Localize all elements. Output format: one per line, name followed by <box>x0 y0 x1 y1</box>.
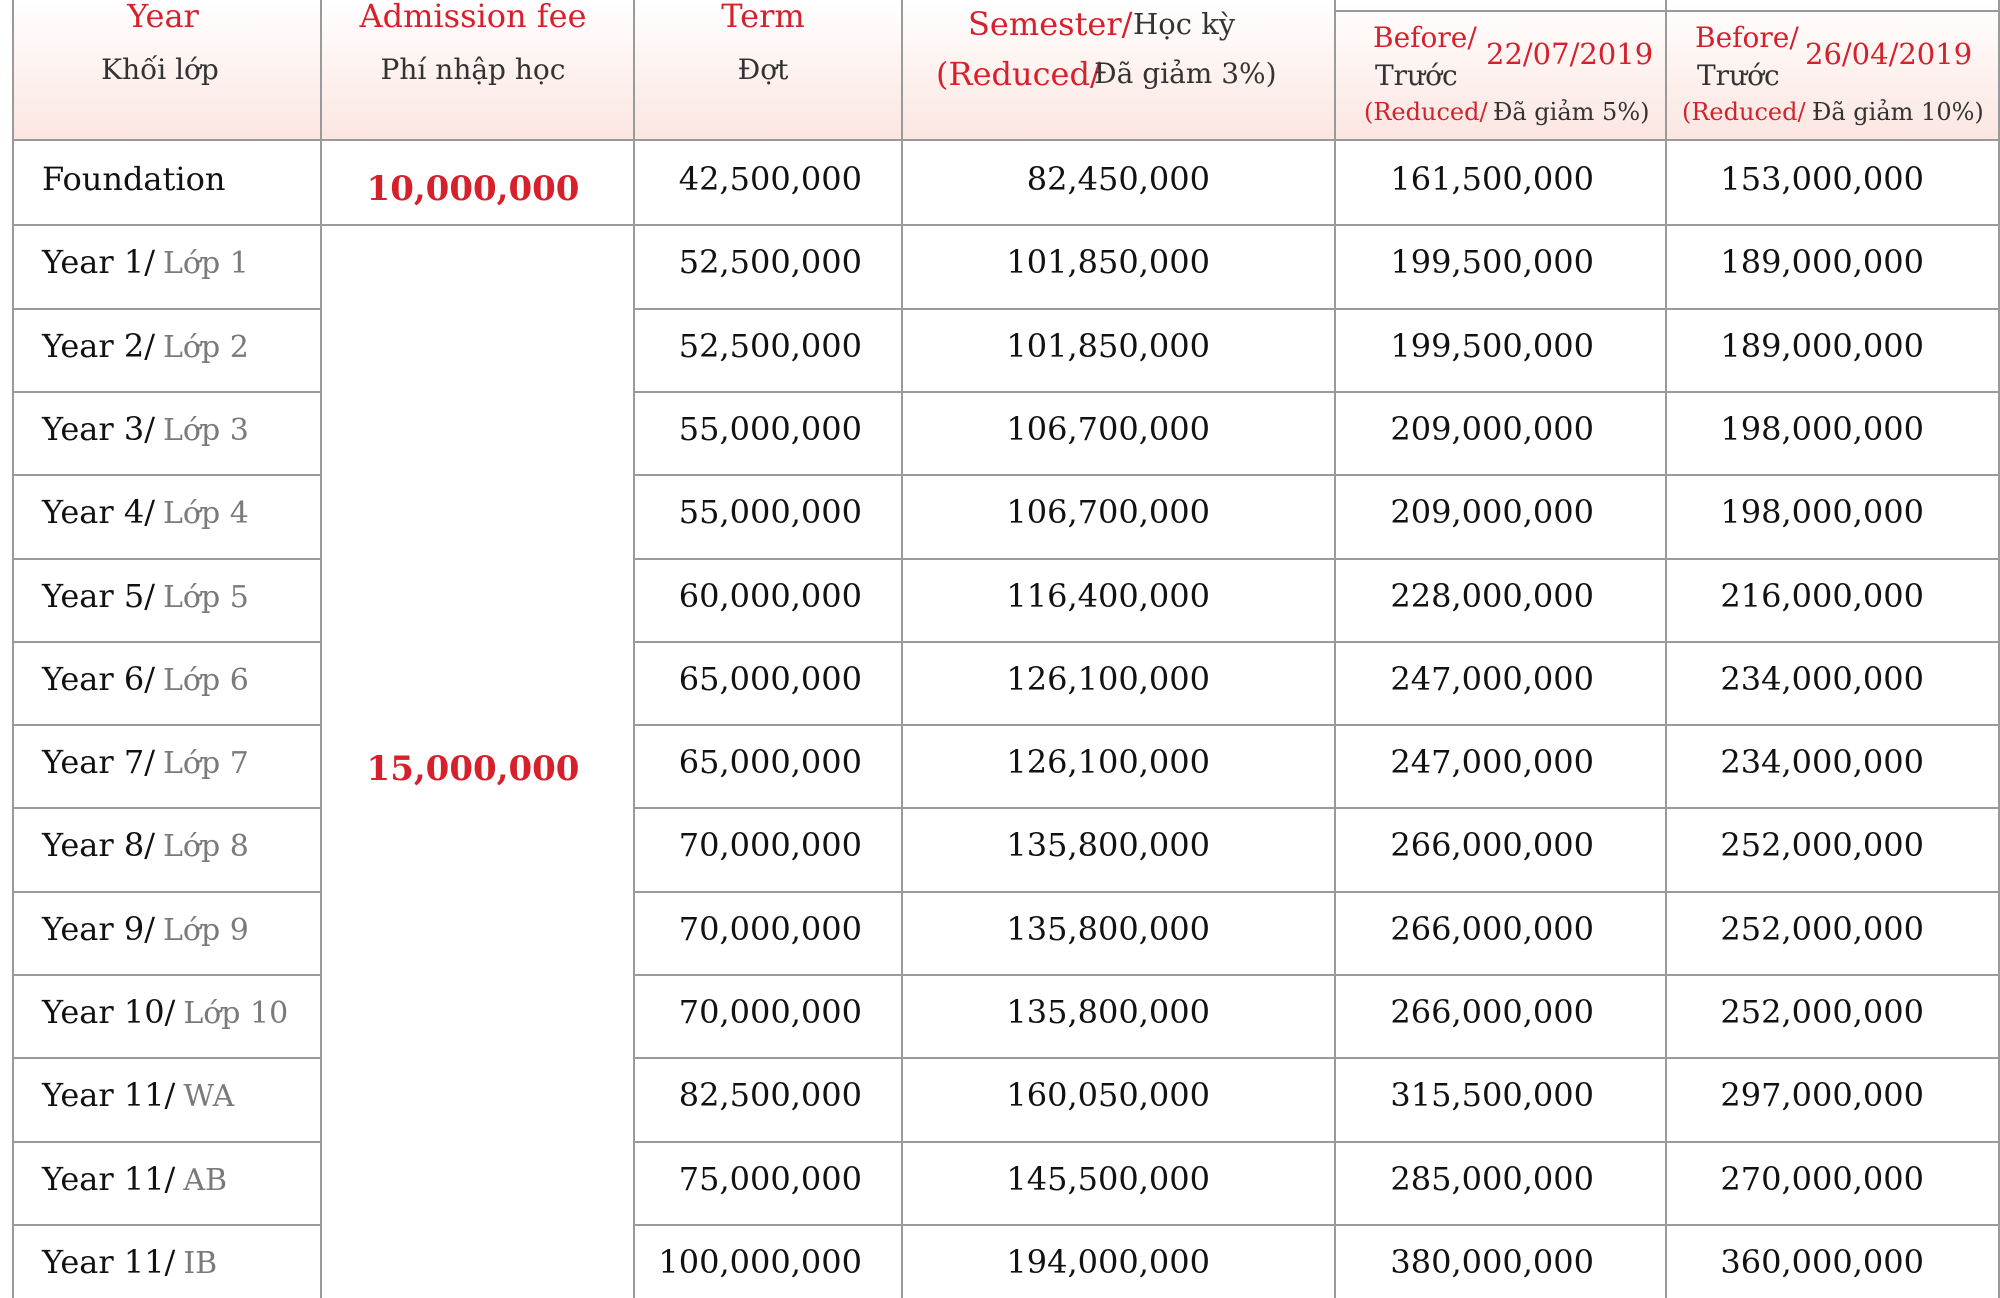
before-22-07-2019-fee: 161,500,000 <box>1390 160 1594 198</box>
semester-fee: 135,800,000 <box>1006 910 1210 948</box>
row-label-vn: Lớp 10 <box>183 996 289 1031</box>
term-fee: 42,500,000 <box>678 160 862 198</box>
before-22-07-2019-fee: 209,000,000 <box>1390 410 1594 448</box>
row-label-en: Foundation <box>42 160 226 198</box>
column-divider <box>1665 0 1667 1298</box>
before-26-04-2019-fee: 189,000,000 <box>1720 327 1924 365</box>
semester-fee: 101,850,000 <box>1006 243 1210 281</box>
row-label <box>42 410 249 448</box>
before-22-07-2019-fee: 315,500,000 <box>1390 1076 1594 1114</box>
before-22-07-2019-fee: 266,000,000 <box>1390 826 1594 864</box>
header-before2-date: 26/04/2019 <box>1805 37 1973 71</box>
header-year-en: Year <box>127 0 199 35</box>
row-label-en: Year 6/ <box>42 660 155 698</box>
before-22-07-2019-fee: 285,000,000 <box>1390 1160 1594 1198</box>
row-divider <box>12 724 320 726</box>
row-label <box>42 1243 218 1281</box>
term-fee: 70,000,000 <box>678 910 862 948</box>
before-26-04-2019-fee: 360,000,000 <box>1720 1243 1924 1281</box>
row-label-vn: Lớp 4 <box>162 496 249 531</box>
row-divider <box>633 308 2000 310</box>
row-divider <box>12 1057 320 1059</box>
row-label-vn: Lớp 5 <box>162 580 249 615</box>
row-divider <box>12 308 320 310</box>
row-divider <box>12 641 320 643</box>
term-fee: 52,500,000 <box>678 243 862 281</box>
before-26-04-2019-fee: 297,000,000 <box>1720 1076 1924 1114</box>
row-divider <box>633 1224 2000 1226</box>
row-label-en: Year 9/ <box>42 910 155 948</box>
before-22-07-2019-fee: 199,500,000 <box>1390 327 1594 365</box>
before-26-04-2019-fee: 234,000,000 <box>1720 660 1924 698</box>
row-label-en: Year 5/ <box>42 577 155 615</box>
header-before1-date: 22/07/2019 <box>1486 37 1654 71</box>
header-before2-en: Before/ <box>1695 21 1799 54</box>
header-term-vn: Đợt <box>737 53 789 86</box>
header-admission-en: Admission fee <box>359 0 587 35</box>
header-before1-reduced-vn: Đã giảm 5%) <box>1493 98 1650 126</box>
before-22-07-2019-fee: 247,000,000 <box>1390 743 1594 781</box>
row-divider <box>633 391 2000 393</box>
term-fee: 60,000,000 <box>678 577 862 615</box>
row-label <box>42 577 249 615</box>
header-admission-vn: Phí nhập học <box>380 53 566 86</box>
row-label-en: Year 11/ <box>42 1243 176 1281</box>
row-label-en: Year 1/ <box>42 243 155 281</box>
semester-fee: 135,800,000 <box>1006 993 1210 1031</box>
column-divider <box>1334 0 1336 1298</box>
semester-fee: 116,400,000 <box>1006 577 1210 615</box>
row-label-en: Year 10/ <box>42 993 176 1031</box>
row-divider <box>12 974 320 976</box>
before-26-04-2019-fee: 153,000,000 <box>1720 160 1924 198</box>
row-divider <box>12 891 320 893</box>
header-subrule <box>1334 10 2000 12</box>
row-divider <box>12 807 320 809</box>
row-label <box>42 743 249 781</box>
header-before1-en: Before/ <box>1373 21 1477 54</box>
semester-fee: 194,000,000 <box>1006 1243 1210 1281</box>
row-divider <box>633 724 2000 726</box>
term-fee: 65,000,000 <box>678 743 862 781</box>
before-26-04-2019-fee: 252,000,000 <box>1720 910 1924 948</box>
term-fee: 52,500,000 <box>678 327 862 365</box>
row-label-vn: Lớp 7 <box>162 746 249 781</box>
term-fee: 65,000,000 <box>678 660 862 698</box>
semester-fee: 135,800,000 <box>1006 826 1210 864</box>
header-before2-reduced-vn: Đã giảm 10%) <box>1812 98 1984 126</box>
header-term-en: Term <box>721 0 805 35</box>
before-26-04-2019-fee: 252,000,000 <box>1720 993 1924 1031</box>
row-label-vn: AB <box>183 1163 228 1198</box>
admission-fee-foundation: 10,000,000 <box>366 169 580 209</box>
row-divider <box>633 1057 2000 1059</box>
row-divider <box>633 891 2000 893</box>
before-22-07-2019-fee: 228,000,000 <box>1390 577 1594 615</box>
row-label-en: Year 4/ <box>42 493 155 531</box>
before-26-04-2019-fee: 198,000,000 <box>1720 410 1924 448</box>
row-divider <box>12 1224 320 1226</box>
row-divider <box>633 974 2000 976</box>
semester-fee: 101,850,000 <box>1006 327 1210 365</box>
header-semester-vn: Học kỳ <box>1133 7 1236 41</box>
row-label <box>42 1076 235 1114</box>
row-label-en: Year 8/ <box>42 826 155 864</box>
row-label <box>42 493 249 531</box>
row-label-en: Year 11/ <box>42 1076 176 1114</box>
header-before2-reduced-en: (Reduced/ <box>1682 98 1806 126</box>
row-divider <box>12 224 2000 226</box>
before-22-07-2019-fee: 266,000,000 <box>1390 993 1594 1031</box>
before-26-04-2019-fee: 189,000,000 <box>1720 243 1924 281</box>
semester-fee: 126,100,000 <box>1006 743 1210 781</box>
row-label-vn: Lớp 6 <box>162 663 249 698</box>
term-fee: 70,000,000 <box>678 826 862 864</box>
row-label <box>42 660 249 698</box>
term-fee: 75,000,000 <box>678 1160 862 1198</box>
header-semester-reduced-vn: Đã giảm 3%) <box>1094 57 1277 90</box>
row-label <box>42 327 249 365</box>
before-22-07-2019-fee: 209,000,000 <box>1390 493 1594 531</box>
row-label-en: Year 2/ <box>42 327 155 365</box>
semester-fee: 145,500,000 <box>1006 1160 1210 1198</box>
row-label-en: Year 11/ <box>42 1160 176 1198</box>
row-divider <box>633 641 2000 643</box>
row-label <box>42 826 249 864</box>
row-divider <box>633 807 2000 809</box>
row-label <box>42 243 249 281</box>
row-divider <box>12 558 320 560</box>
row-label <box>42 910 249 948</box>
row-divider <box>12 474 320 476</box>
before-22-07-2019-fee: 266,000,000 <box>1390 910 1594 948</box>
row-divider <box>12 391 320 393</box>
term-fee: 55,000,000 <box>678 410 862 448</box>
before-22-07-2019-fee: 380,000,000 <box>1390 1243 1594 1281</box>
term-fee: 82,500,000 <box>678 1076 862 1114</box>
before-26-04-2019-fee: 270,000,000 <box>1720 1160 1924 1198</box>
term-fee: 55,000,000 <box>678 493 862 531</box>
header-before1-reduced-en: (Reduced/ <box>1364 98 1488 126</box>
before-22-07-2019-fee: 247,000,000 <box>1390 660 1594 698</box>
row-label <box>42 1160 228 1198</box>
semester-fee: 106,700,000 <box>1006 410 1210 448</box>
term-fee: 70,000,000 <box>678 993 862 1031</box>
row-label-vn: IB <box>183 1246 218 1281</box>
header-before1-vn: Trước <box>1375 59 1458 92</box>
column-divider <box>320 0 322 1298</box>
header-before2-vn: Trước <box>1697 59 1780 92</box>
row-label-vn: Lớp 2 <box>162 330 249 365</box>
row-label <box>42 160 226 198</box>
row-label <box>42 993 289 1031</box>
column-divider <box>633 0 635 1298</box>
before-26-04-2019-fee: 234,000,000 <box>1720 743 1924 781</box>
row-label-vn: Lớp 8 <box>162 829 249 864</box>
column-divider <box>901 0 903 1298</box>
row-label-en: Year 7/ <box>42 743 155 781</box>
before-26-04-2019-fee: 198,000,000 <box>1720 493 1924 531</box>
row-label-vn: WA <box>183 1079 235 1114</box>
semester-fee: 82,450,000 <box>1026 160 1210 198</box>
row-divider <box>633 1141 2000 1143</box>
row-label-vn: Lớp 9 <box>162 913 249 948</box>
row-divider <box>633 558 2000 560</box>
row-label-vn: Lớp 1 <box>162 246 249 281</box>
header-year-vn: Khối lớp <box>101 53 219 86</box>
row-divider <box>12 1141 320 1143</box>
header-semester-reduced-en: (Reduced/ <box>936 55 1101 93</box>
semester-fee: 126,100,000 <box>1006 660 1210 698</box>
row-label-en: Year 3/ <box>42 410 155 448</box>
header-semester-en: Semester/ <box>968 5 1133 43</box>
semester-fee: 160,050,000 <box>1006 1076 1210 1114</box>
header-divider <box>12 139 2000 141</box>
column-divider <box>12 0 14 1298</box>
row-label-vn: Lớp 3 <box>162 413 249 448</box>
before-26-04-2019-fee: 252,000,000 <box>1720 826 1924 864</box>
before-26-04-2019-fee: 216,000,000 <box>1720 577 1924 615</box>
admission-fee-years: 15,000,000 <box>366 749 580 789</box>
row-divider <box>633 474 2000 476</box>
term-fee: 100,000,000 <box>658 1243 862 1281</box>
semester-fee: 106,700,000 <box>1006 493 1210 531</box>
before-22-07-2019-fee: 199,500,000 <box>1390 243 1594 281</box>
